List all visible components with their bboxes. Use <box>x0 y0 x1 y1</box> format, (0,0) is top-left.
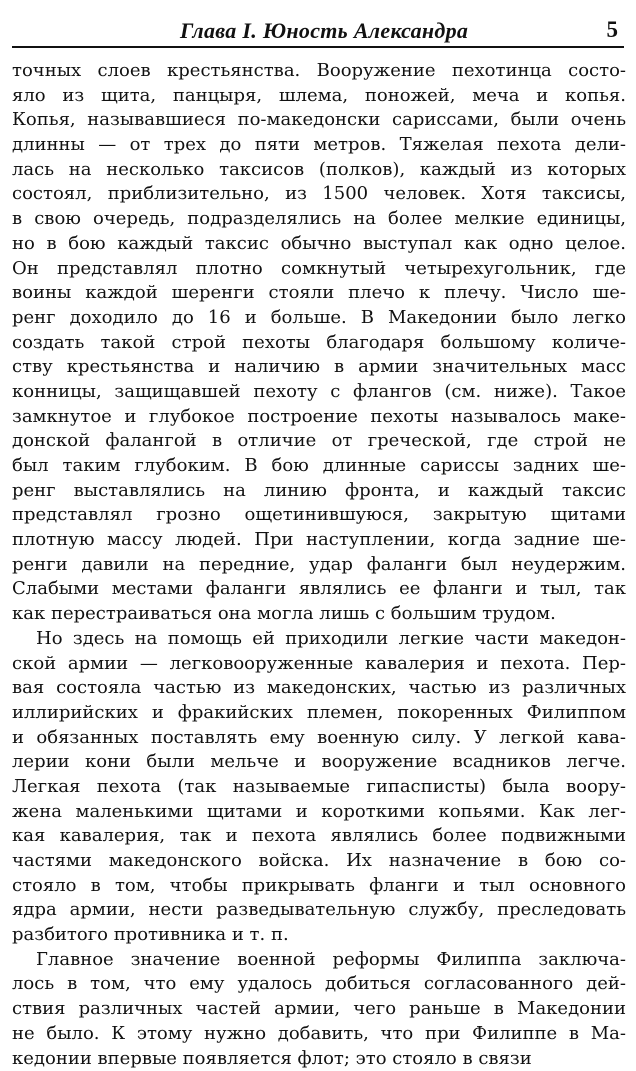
paragraph <box>12 59 626 627</box>
text-line: точных слоев крестьянства. Вооружение пехотинца состо- <box>12 59 626 84</box>
text-line: лось в том, что ему удалось добиться согласованного дей- <box>12 972 626 997</box>
body-text <box>12 59 626 1071</box>
text-line: конницы, защищавшей пехоту с флангов (см. ниже). Такое <box>12 380 626 405</box>
text-line: лась на несколько таксисов (полков), каждый из которых <box>12 158 626 183</box>
text-line: стояло в том, чтобы прикрывать фланги и тыл основного <box>12 874 626 899</box>
text-line: донской фалангой в отличие от греческой, где строй не <box>12 429 626 454</box>
text-line: в свою очередь, подразделялись на более мелкие единицы, <box>12 207 626 232</box>
text-line: длинны — от трех до пяти метров. Тяжелая пехота дели- <box>12 133 626 158</box>
text-line: Он представлял плотно сомкнутый четырехугольник, где <box>12 257 626 282</box>
paragraph <box>12 948 626 1071</box>
text-line: Главное значение военной реформы Филиппа заключа- <box>12 948 626 973</box>
text-line: разбитого противника и т. п. <box>12 923 626 948</box>
text-line: и обязанных поставлять ему военную силу. У легкой кава- <box>12 726 626 751</box>
text-line: Но здесь на помощь ей приходили легкие части македон- <box>12 627 626 652</box>
text-line: ствия различных частей армии, чего раньше в Македонии <box>12 997 626 1022</box>
text-line: воины каждой шеренги стояли плечо к плечу. Число ше- <box>12 281 626 306</box>
text-line: ской армии — легковооруженные кавалерия и пехота. Пер- <box>12 652 626 677</box>
text-line: состоял, приблизительно, из 1500 человек. Хотя таксисы, <box>12 182 626 207</box>
text-line: вая состояла частью из македонских, частью из различных <box>12 676 626 701</box>
text-line: частями македонского войска. Их назначение в бою со- <box>12 849 626 874</box>
text-line: яло из щита, панцыря, шлема, поножей, меча и копья. <box>12 84 626 109</box>
text-line: Слабыми местами фаланги являлись ее фланги и тыл, так <box>12 577 626 602</box>
text-line: ренг доходило до 16 и больше. В Македонии было легко <box>12 306 626 331</box>
text-line: был таким глубоким. В бою длинные сариссы задних ше- <box>12 454 626 479</box>
text-line: лерии кони были мельче и вооружение всадников легче. <box>12 750 626 775</box>
text-line: как перестраиваться она могла лишь с большим трудом. <box>12 602 626 627</box>
text-line: но в бою каждый таксис обычно выступал как одно целое. <box>12 232 626 257</box>
text-line: представлял грозно ощетинившуюся, закрытую щитами <box>12 503 626 528</box>
text-line: не было. К этому нужно добавить, что при Филиппе в Ма- <box>12 1022 626 1047</box>
page-number: 5 <box>607 17 619 43</box>
text-line: Копья, называвшиеся по-македонски сариссами, были очень <box>12 108 626 133</box>
text-line: ренги давили на передние, удар фаланги был неудержим. <box>12 553 626 578</box>
text-line: замкнутое и глубокое построение пехоты называлось маке- <box>12 405 626 430</box>
text-line: кая кавалерия, так и пехота являлись более подвижными <box>12 824 626 849</box>
text-line: ству крестьянства и наличию в армии значительных масс <box>12 355 626 380</box>
text-line: кедонии впервые появляется флот; это стояло в связи <box>12 1047 626 1071</box>
text-line: ренг выставлялись на линию фронта, и каждый таксис <box>12 479 626 504</box>
text-line: плотную массу людей. При наступлении, когда задние ше- <box>12 528 626 553</box>
text-line: иллирийских и фракийских племен, покоренных Филиппом <box>12 701 626 726</box>
text-line: жена маленькими щитами и короткими копьями. Как лег- <box>12 800 626 825</box>
running-head: Глава I. Юность Александра <box>180 18 468 44</box>
text-line: ядра армии, нести разведывательную службу, преследовать <box>12 898 626 923</box>
text-line: Легкая пехота (так называемые гипасписты) была воору- <box>12 775 626 800</box>
page-header <box>12 8 624 48</box>
paragraph <box>12 627 626 948</box>
text-line: создать такой строй пехоты благодаря большому количе- <box>12 331 626 356</box>
